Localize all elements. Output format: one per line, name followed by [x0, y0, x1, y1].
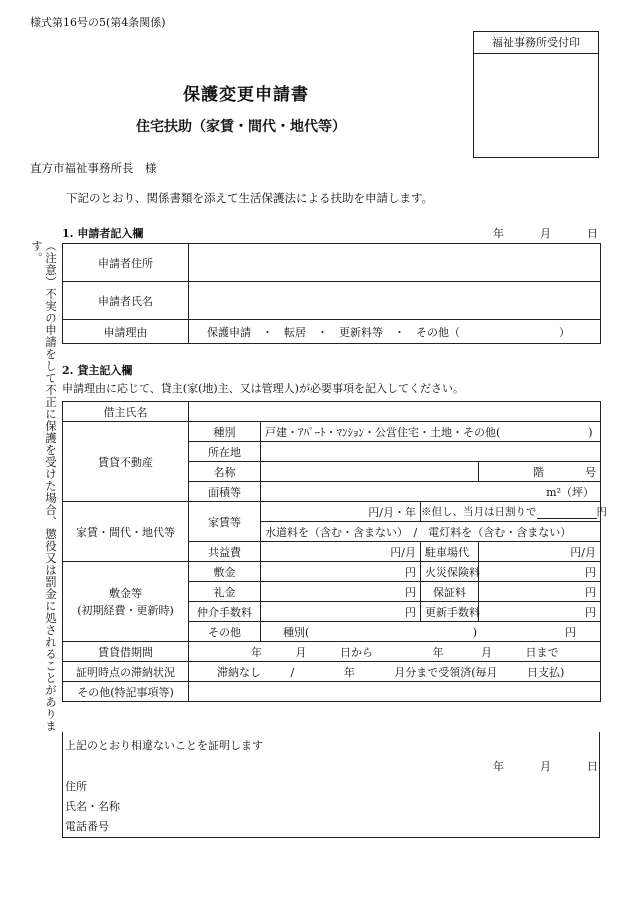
rent-row — [63, 502, 601, 522]
borrower-row — [63, 402, 601, 422]
property-name-field[interactable] — [261, 462, 479, 482]
parking-label: 駐車場代 — [421, 542, 479, 562]
special-notes-label: その他(特記事項等) — [63, 682, 189, 702]
property-area-label: 面積等 — [189, 482, 261, 502]
legal-notice: （注意）不実の申請をして不正に保護を受けた場合、懲役又は罰金に処されることがあります。 — [30, 240, 58, 732]
application-reason-row — [63, 320, 601, 344]
application-reason-options[interactable]: 保護申請 ・ 転居 ・ 更新料等 ・ その他（ ） — [189, 320, 601, 344]
date-month-label: 月 — [540, 227, 551, 240]
lease-start-year: 年 — [251, 645, 262, 659]
deposit-other-close: ) — [472, 625, 478, 639]
common-fee-label: 共益費 — [189, 542, 261, 562]
renewal-fee-label: 更新手数料 — [421, 602, 479, 622]
deposit-row-1 — [63, 562, 601, 582]
special-notes-row — [63, 682, 601, 702]
property-location-label: 所在地 — [189, 442, 261, 462]
certify-month: 月 — [540, 760, 551, 773]
deposit-section-label — [63, 562, 189, 642]
borrower-name-field[interactable] — [189, 402, 601, 422]
room-number-label: 号 — [585, 465, 596, 479]
lease-end-month: 月 — [481, 645, 492, 659]
property-label: 賃貸不動産 — [63, 422, 189, 502]
landlord-name-label: 氏名・名称 — [65, 800, 120, 813]
utilities-options[interactable]: 水道料を（含む・含まない） / 電灯料を（含む・含まない） — [261, 522, 601, 542]
section1-heading: 1. 申請者記入欄 — [62, 227, 144, 240]
lease-period-label: 賃貸借期間 — [63, 642, 189, 662]
common-fee-field[interactable]: 円/月 — [261, 542, 421, 562]
daily-rent-prefix: ※但し、当月は日割りで — [421, 506, 537, 518]
property-type-label: 種別 — [189, 422, 261, 442]
fire-insurance-field[interactable]: 円 — [479, 562, 601, 582]
arrears-field[interactable] — [189, 662, 601, 682]
applicant-name-row — [63, 282, 601, 320]
daily-rent-note[interactable] — [421, 502, 607, 522]
rent-section-label: 家賃・間代・地代等 — [63, 502, 189, 562]
property-floor-field[interactable] — [479, 462, 601, 482]
arrears-pay-day: 日支払) — [527, 665, 565, 679]
certification-box — [62, 732, 600, 838]
application-reason-label: 申請理由 — [63, 320, 189, 344]
deposit-other-label: その他 — [189, 622, 261, 642]
rent-amount-field[interactable]: 円/月・年 — [261, 502, 421, 522]
certify-day: 日 — [587, 760, 598, 773]
landlord-address-label: 住所 — [65, 780, 87, 793]
deposit-label-line1: 敷金等 — [109, 586, 142, 600]
deposit-other-unit: 円 — [565, 625, 576, 639]
intro-text: 下記のとおり、関係書類を添えて生活保護法による扶助を申請します。 — [66, 191, 434, 205]
reception-stamp-box — [473, 31, 599, 158]
lease-end-day: 日まで — [525, 645, 559, 659]
brokerage-fee-field[interactable]: 円 — [261, 602, 421, 622]
arrears-label: 証明時点の滞納状況 — [63, 662, 189, 682]
security-deposit-label: 敷金 — [189, 562, 261, 582]
certify-year: 年 — [493, 760, 504, 773]
borrower-name-label: 借主氏名 — [63, 402, 189, 422]
guarantee-fee-label: 保証料 — [421, 582, 479, 602]
property-type-options[interactable]: 戸建・ｱﾊﾟｰﾄ・ﾏﾝｼｮﾝ・公営住宅・土地・その他( ) — [261, 422, 601, 442]
landlord-phone-label: 電話番号 — [65, 820, 109, 833]
floor-label: 階 — [533, 465, 544, 479]
lease-start-month: 月 — [295, 645, 307, 659]
property-area-field[interactable]: m²（坪） — [261, 482, 601, 502]
applicant-name-field[interactable] — [189, 282, 601, 320]
arrears-row — [63, 662, 601, 682]
applicant-address-field[interactable] — [189, 244, 601, 282]
section2-instruction: 申請理由に応じて、貸主(家(地)主、又は管理人)が必要事項を記入してください。 — [62, 382, 464, 395]
security-deposit-field[interactable]: 円 — [261, 562, 421, 582]
arrears-slash: / — [290, 665, 295, 679]
page-title: 保護変更申請書 — [183, 85, 309, 105]
deposit-label-line2: (初期経費・更新時) — [77, 603, 174, 617]
lease-start-day: 日から — [340, 645, 373, 659]
special-notes-field[interactable] — [189, 682, 601, 702]
reception-stamp-label: 福祉事務所受付印 — [474, 32, 598, 54]
brokerage-fee-label: 仲介手数料 — [189, 602, 261, 622]
fire-insurance-label: 火災保険料 — [421, 562, 479, 582]
applicant-name-label: 申請者氏名 — [63, 282, 189, 320]
applicant-table — [62, 243, 601, 344]
addressee: 直方市福祉事務所長 様 — [30, 161, 157, 175]
date-day-label: 日 — [587, 227, 598, 240]
guarantee-fee-field[interactable]: 円 — [479, 582, 601, 602]
daily-rent-suffix: 円 — [596, 506, 607, 518]
applicant-address-row — [63, 244, 601, 282]
rent-label: 家賃等 — [189, 502, 261, 542]
lease-period-row — [63, 642, 601, 662]
property-type-row — [63, 422, 601, 442]
lease-period-field[interactable] — [189, 642, 601, 662]
section2-heading: 2. 貸主記入欄 — [62, 364, 133, 377]
form-number: 様式第16号の5(第4条関係) — [30, 16, 166, 29]
deposit-other-field[interactable] — [261, 622, 601, 642]
arrears-year: 年 — [343, 665, 355, 679]
arrears-paid-until: 月分まで受領済(毎月 — [394, 665, 498, 679]
parking-field[interactable]: 円/月 — [479, 542, 601, 562]
renewal-fee-field[interactable]: 円 — [479, 602, 601, 622]
daily-rent-blank[interactable] — [537, 507, 597, 519]
landlord-table — [62, 401, 607, 702]
property-name-label: 名称 — [189, 462, 261, 482]
date-year-label: 年 — [493, 227, 504, 240]
lease-end-year: 年 — [432, 645, 444, 659]
certify-text: 上記のとおり相違ないことを証明します — [65, 739, 263, 752]
key-money-field[interactable]: 円 — [261, 582, 421, 602]
property-location-field[interactable] — [261, 442, 601, 462]
deposit-other-type: 種別( — [283, 625, 310, 639]
arrears-none: 滞納なし — [217, 665, 261, 679]
key-money-label: 礼金 — [189, 582, 261, 602]
applicant-address-label: 申請者住所 — [63, 244, 189, 282]
page-subtitle: 住宅扶助（家賃・間代・地代等） — [136, 119, 346, 135]
